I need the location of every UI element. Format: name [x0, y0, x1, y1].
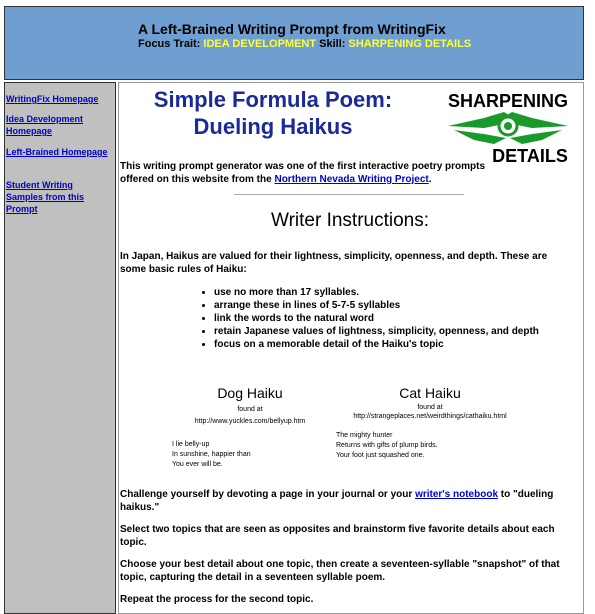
sidebar-item-left-brained-homepage[interactable]: Left-Brained Homepage: [6, 147, 108, 157]
cat-poem: [336, 431, 506, 461]
dog-found-at: found at: [237, 406, 263, 413]
list-item: • retain Japanese values of lightness, simplicity, openness, and depth: [214, 325, 544, 338]
writers-notebook-link[interactable]: writer's notebook: [415, 489, 499, 500]
select-topics-paragraph: Select two topics that are seen as opposites and brainstorm five favorite details about each topic.: [120, 524, 555, 548]
poem-line: Your foot just squashed one.: [336, 452, 425, 459]
cat-found-at: found at: [417, 404, 443, 411]
logo-text-bottom: DETAILS: [492, 146, 568, 166]
cat-haiku-heading: Cat Haiku: [399, 385, 461, 401]
poem-line: The mighty hunter: [336, 432, 393, 439]
cat-url: http://strangeplaces.net/weirdthings/cathaiku.html: [353, 413, 507, 420]
sidebar-item-idea-development-homepage[interactable]: Idea Development Homepage: [6, 114, 84, 136]
intro-paragraph: This writing prompt generator was one of the first interactive poetry prompts offered on this website from the Northern Nevada Writing Project.: [120, 161, 486, 185]
sidebar-item-student-writing-samples[interactable]: Student Writing Samples from this Prompt: [6, 180, 85, 214]
focus-value: IDEA DEVELOPMENT: [203, 38, 317, 50]
logo-text-top: SHARPENING: [447, 91, 569, 111]
banner-title: A Left-Brained Writing Prompt from WritingFix: [138, 21, 446, 37]
list-item: • use no more than 17 syllables.: [214, 286, 544, 299]
page-title: Simple Formula Poem: Dueling Haikus: [153, 87, 393, 139]
skill-value: SHARPENING DETAILS: [348, 38, 472, 50]
sharpening-details-logo: [444, 88, 572, 166]
rules-list: [196, 286, 544, 351]
dog-poem: [172, 440, 322, 470]
pencil-lens-icon: [444, 88, 572, 166]
poem-line: Returns with gifts of plump birds.: [336, 442, 438, 449]
list-item: • arrange these in lines of 5-7-5 syllables: [214, 299, 544, 312]
dog-haiku-heading: Dog Haiku: [217, 385, 283, 401]
challenge-paragraph: Challenge yourself by devoting a page in your journal or your writer's notebook to "dueling haikus.": [120, 489, 554, 513]
best-detail-paragraph: Choose your best detail about one topic, then create a seventeen-syllable "snapshot" of that topic, capturing the detail in a seventeen syllable poem.: [120, 559, 560, 583]
skill-label: Skill:: [316, 38, 349, 50]
poem-line: I lie belly-up: [172, 441, 210, 448]
repeat-paragraph: Repeat the process for the second topic.: [120, 594, 314, 605]
focus-label: Focus Trait:: [138, 38, 204, 50]
list-item: • focus on a memorable detail of the Haiku's topic: [214, 338, 544, 351]
divider: [234, 194, 464, 195]
banner-subtitle: [138, 38, 471, 50]
instructions-heading: Writer Instructions:: [270, 210, 430, 231]
dog-url: http://www.yuckles.com/bellyup.htm: [194, 418, 306, 425]
haiku-intro: In Japan, Haikus are valued for their lightness, simplicity, openness, and depth. These are some basic rules of Haiku:: [120, 251, 548, 275]
nnwp-link[interactable]: Northern Nevada Writing Project: [274, 174, 429, 185]
sidebar-item-writingfix-homepage[interactable]: WritingFix Homepage: [6, 94, 99, 104]
list-item: • link the words to the natural word: [214, 312, 544, 325]
poem-line: In sunshine, happier than: [172, 451, 251, 458]
sidebar: [4, 82, 116, 614]
poem-line: You ever will be.: [172, 461, 223, 468]
